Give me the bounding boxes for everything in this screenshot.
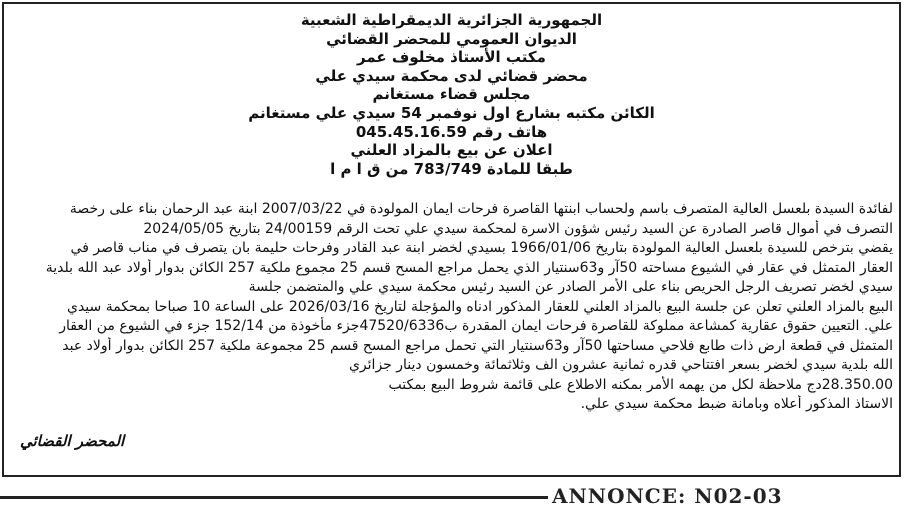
notice-body [12, 200, 893, 415]
body-line: 28.350.00دج ملاحظة لكل من يهمه الأمر بمكنه الاطلاع على قائمة شروط البيع بمكتب [388, 376, 893, 393]
body-line: يقضي بترخص للسيدة بلعسل العالية المولودة بتاريخ 1966/01/06 بسيدي لخضر ابنة عبد القادر وفرحات حليمة بان يتصرف في مناب قاصر في [70, 240, 893, 256]
header-judicial-council: مجلس قضاء مستغانم [372, 85, 531, 104]
header-office: الديوان العمومي للمحضر القضائي [326, 29, 577, 48]
body-line: لفائدة السيدة بلعسل العالية المتصرف باسم ولحساب ابنتها القاصرة فرحات ايمان المولودة في 2007/03/22 ابنة عبد الرحمان بناء على رخصة [69, 201, 893, 217]
notice-title: اعلان عن بيع بالمزاد العلني [350, 141, 553, 160]
footer-rule [0, 496, 548, 499]
legal-notice [2, 2, 901, 477]
signature: المحضر القضائي [20, 432, 125, 450]
notice-header [4, 4, 899, 178]
header-address: الكائن مكتبه بشارع اول نوفمبر 54 سيدي علي مستغانم [248, 103, 655, 122]
header-phone: هاتف رقم 045.45.16.59 [355, 122, 548, 141]
body-line: الاستاذ المذكور أعلاه وبامانة ضبط محكمة سيدي علي. [580, 396, 893, 412]
body-line: علي. التعيين حقوق عقارية كمشاعة مملوكة للقاصرة فرحات ايمان المقدرة ب47520/6336جزء مأخوذة من 152/14 جزء في الشيوع من العقار [59, 318, 893, 334]
notice-legal-reference: طبقا للمادة 783/749 من ق ا م ا [330, 159, 573, 178]
header-republic: الجمهورية الجزائرية الديمقراطية الشعبية [300, 11, 603, 29]
body-line: البيع بالمزاد العلني تعلن عن جلسة البيع بالمزاد العلني للعقار المذكور ادناه والمؤجلة لتاريخ 2026/03/16 على الساعة 10 صباحا بمحكمة سيدي [67, 298, 893, 315]
annonce-number: ANNONCE: N02-03 [552, 484, 783, 508]
body-line: سيدي لخضر تصريف الرجل الحريص بناء على الأمر الصادر عن السيد رئيس محكمة سيدي علي والمتضمن جلسة [248, 279, 893, 295]
body-line: العقار المتمثل في عقار في الشيوع مساحته 50آر و63سنتيار الذي يحمل مراجع المسح قسم 25 مجموع ملكية 257 الكائن بدوار أولاد عبد الله بلدية [45, 259, 893, 276]
body-line: الله بلدية سيدي لخضر بسعر افتتاحي قدره ثمانية عشرون الف وثلاثمائة وخمسون دينار جزائري [348, 357, 893, 373]
header-court: محضر قضائي لدى محكمة سيدي علي [315, 66, 588, 85]
body-line: التصرف في أموال قاصر الصادرة عن السيد رئيس شؤون الاسرة لمحكمة سيدي علي تحت الرقم 24/00159 بتاريخ 2024/05/05 [143, 220, 893, 237]
header-bailiff-office: مكتب الأستاذ مخلوف عمر [357, 48, 546, 67]
body-line: المتمثل في قطعة ارض ذات طابع فلاحي مساحتها 50آر و63سنتيار التي تحمل مراجع المسح قسم 25 مجموعة ملكية 257 الكائن بدوار أولاد عبد [62, 337, 893, 354]
